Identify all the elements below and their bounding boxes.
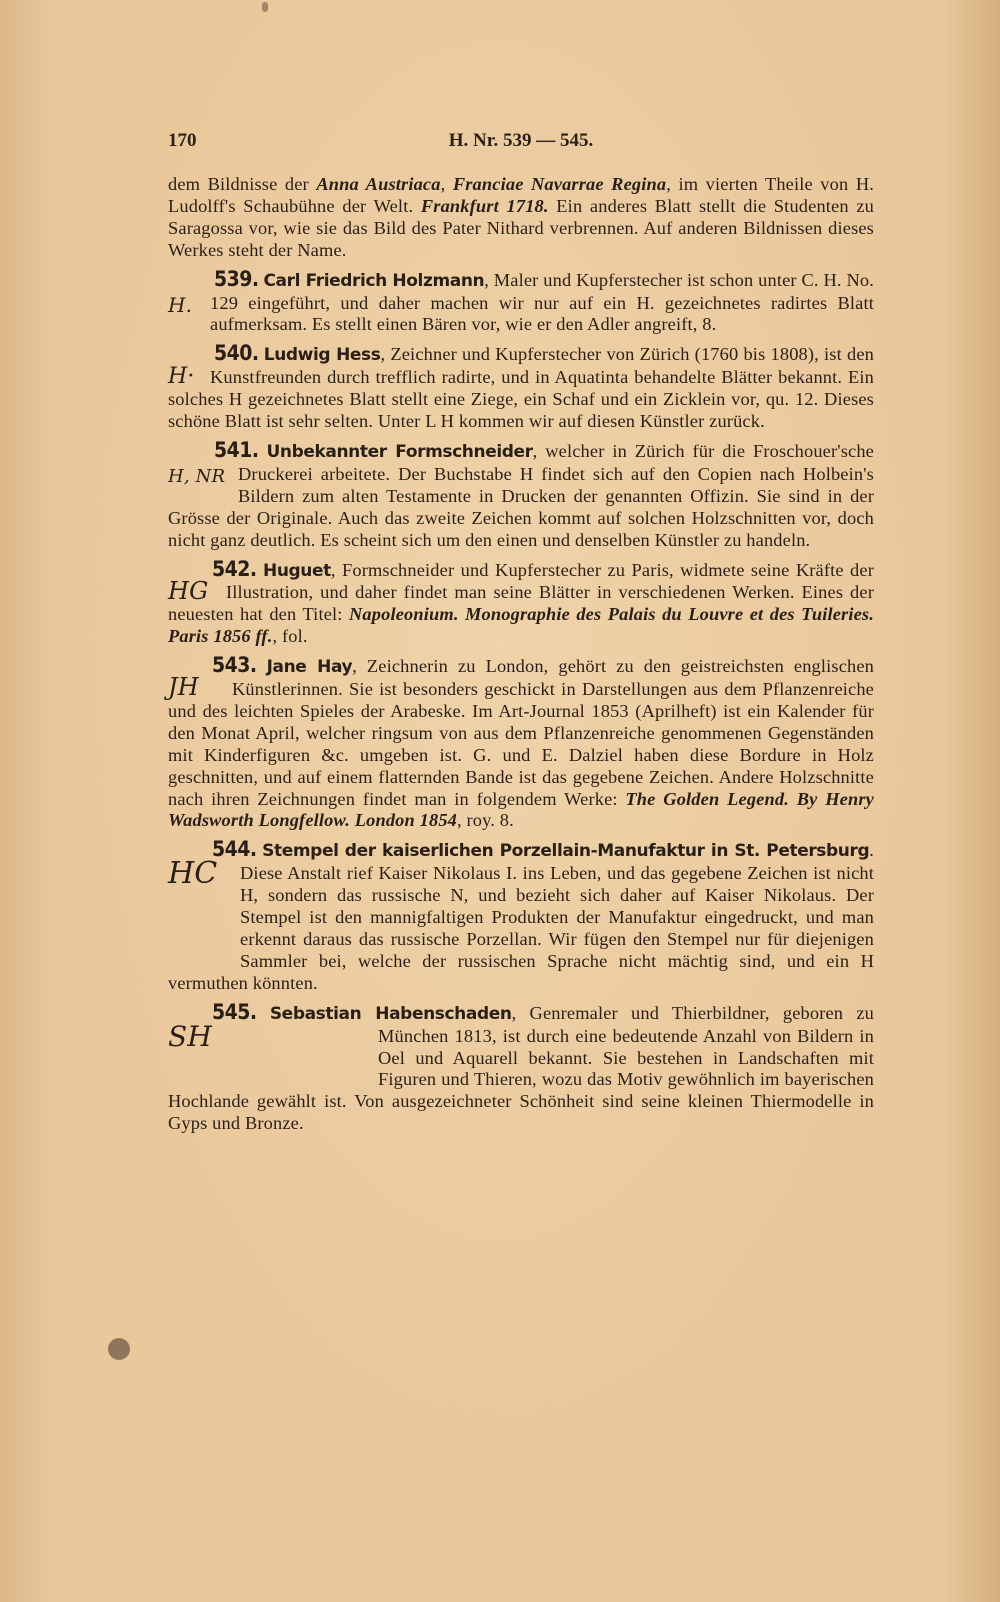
page-number: 170: [168, 130, 197, 151]
entry-text: , Genremaler und Thierbildner, geboren zu München 1813, ist durch eine bedeutende Anzahl von Bildern in Oel und Aquarell bekannt. Sie bestehen in Landschaften mit Figuren und Thieren, wozu das Motiv gewöhnlich im bayerischen Hochlande gewählt ist. Von ausgezeichneter Schönheit sind seine kleinen Thiermodelle in Gyps und Bronze.: [168, 1002, 874, 1134]
entry-542: HG 542. Huguet, Formschneider und Kupferstecher zu Paris, widmete seine Kräfte der Illustration, und daher findet man seine Blätter in verschiedenen Werken. Eines der neuesten hat den Titel: Napoleonium. Monographie des Palais du Louvre et des Tuileries. Paris 1856 ff., fol.: [168, 556, 874, 647]
entry-number: 540.: [214, 341, 259, 366]
paper-stain: [108, 1338, 130, 1360]
monogram-542: HG: [168, 576, 209, 605]
monogram-544: HC: [168, 856, 218, 892]
entry-544: [168, 839, 874, 994]
entry-name: Carl Friedrich Holzmann: [263, 270, 485, 291]
book-page: [168, 130, 874, 1135]
page-header: [168, 130, 874, 156]
entry-number: 545.: [212, 999, 257, 1024]
entry-name: Jane Hay: [266, 657, 353, 678]
entry-text: , welcher in Zürich für die Froschouer'sche Druckerei arbeitete. Der Buchstabe H findet sich auf den Copien nach Holbein's Bildern zum alten Testamente in Drucken der genannten Offizin. Sie sind in der Grösse der Originale. Auch das zweite Zeichen kommt auf solchen Holzschnitten vor, doch nicht ganz deutlich. Es scheint sich um den einen und denselben Künstler zu handeln.: [168, 440, 874, 550]
monogram-540: H·: [168, 364, 195, 390]
entry-name: Huguet: [263, 560, 331, 581]
entry-text: , Zeichner und Kupferstecher von Zürich (1760 bis 1808), ist den Kunstfreunden durch trefflich radirte, und in Aquatinta behandelte Blätter bekannt. Ein solches H gezeichnetes Blatt stellt eine Ziege, ein Schaf und ein Zicklein vor, qu. 12. Dieses schöne Blatt ist sehr selten. Unter L H kommen wir auf diesen Künstler zurück.: [168, 344, 875, 432]
entry-539: [168, 266, 875, 337]
entry-name: Stempel der kaiserlichen Porzellain-Manufaktur in St. Petersburg: [262, 841, 870, 862]
entry-number: 539.: [214, 266, 259, 291]
book-title: The Golden Legend. By Henry Wadsworth Longfellow. London 1854: [168, 788, 874, 831]
intro-paragraph: dem Bildnisse der Anna Austriaca, Franciae Navarrae Regina, im vierten Theile von H. Ludolff's Schaubühne der Welt. Frankfurt 1718. Ein anderes Blatt stellt die Studenten zu Saragossa vor, wie sie das Bild des Pater Nithard verbrennen. Auf anderen Bildnissen dieses Werkes steht der Name.: [168, 174, 875, 260]
page-body: [168, 174, 874, 1135]
entry-number: 541.: [214, 437, 259, 462]
entry-number: 542.: [212, 556, 257, 581]
entry-text: . Diese Anstalt rief Kaiser Nikolaus I. ins Leben, und das gegebene Zeichen ist nicht H, sondern das russische N, und bezieht sich daher auf Kaiser Nikolaus. Der Stempel ist den mannigfaltigen Produkten der Manufaktur eingedruckt, und man erkennt daraus das russische Porzellan. Wir fügen den Stempel nur für diejenigen Sammler bei, welche der russischen Sprache nicht mächtig sind, und ein H vermuthen könnten.: [168, 840, 874, 993]
entry-name: Ludwig Hess: [263, 345, 381, 366]
monogram-541: H, NR: [168, 465, 226, 487]
entry-number: 543.: [212, 653, 257, 678]
running-head: H. Nr. 539 — 545.: [448, 130, 594, 151]
entry-540: [168, 343, 874, 433]
paper-mark: [262, 2, 268, 12]
monogram-539: H.: [168, 292, 193, 317]
entry-543: JH 543. Jane Hay, Zeichnerin zu London, gehört zu den geistreichsten englischen Künstlerinnen. Sie ist besonders geschickt in Darstellungen aus dem Pflanzenreiche und des leichten Spieles der Arabeske. Im Art-Journal 1853 (Aprilheft) ist ein Kalender für den Monat April, welcher ringsum von aus dem Pflanzenreiche genommenen Gegenständen mit Kinderfiguren &c. umgeben ist. G. und E. Dalziel haben diese Bordure in Holz geschnitten, und auf einem flatternden Bande ist das gegebene Zeichen. Andere Holzschnitte nach ihren Zeichnungen findet man in folgendem Werke: The Golden Legend. By Henry Wadsworth Longfellow. London 1854, roy. 8.: [168, 653, 875, 831]
entry-name: Unbekannter Formschneider: [266, 441, 533, 462]
entry-545: [168, 999, 874, 1135]
monogram-543: JH: [168, 673, 199, 702]
entry-541: [168, 437, 874, 552]
entry-text: , Zeichnerin zu London, gehört zu den geistreichsten englischen Künstlerinnen. Sie ist besonders geschickt in Darstellungen aus dem Pflanzenreiche und des leichten Spieles der Arabeske. Im Art-Journal 1853 (Aprilheft) ist ein Kalender für den Monat April, welcher ringsum von aus dem Pflanzenreiche genommenen Gegenständen mit Kinderfiguren &c. umgeben ist. G. und E. Dalziel haben diese Bordure in Holz geschnitten, und auf einem flatternden Bande ist das gegebene Zeichen. Andere Holzschnitte nach ihren Zeichnungen findet man in folgendem Werke:: [168, 656, 875, 809]
entry-text: , Formschneider und Kupferstecher zu Paris, widmete seine Kräfte der Illustration, und daher findet man seine Blätter in verschiedenen Werken. Eines der neuesten hat den Titel:: [168, 559, 874, 625]
book-title: Napoleonium. Monographie des Palais du Louvre et des Tuileries. Paris 1856 ff.: [168, 604, 874, 647]
entry-text: , Maler und Kupferstecher ist schon unter C. H. No. 129 eingeführt, und daher machen wir nur auf ein H. gezeichnetes radirtes Blatt aufmerksam. Es stellt einen Bären vor, wie er den Adler angreift, 8.: [210, 269, 875, 335]
monogram-545: SH: [168, 1019, 212, 1053]
entry-number: 544.: [212, 837, 257, 862]
entry-name: Sebastian Habenschaden: [269, 1003, 512, 1024]
